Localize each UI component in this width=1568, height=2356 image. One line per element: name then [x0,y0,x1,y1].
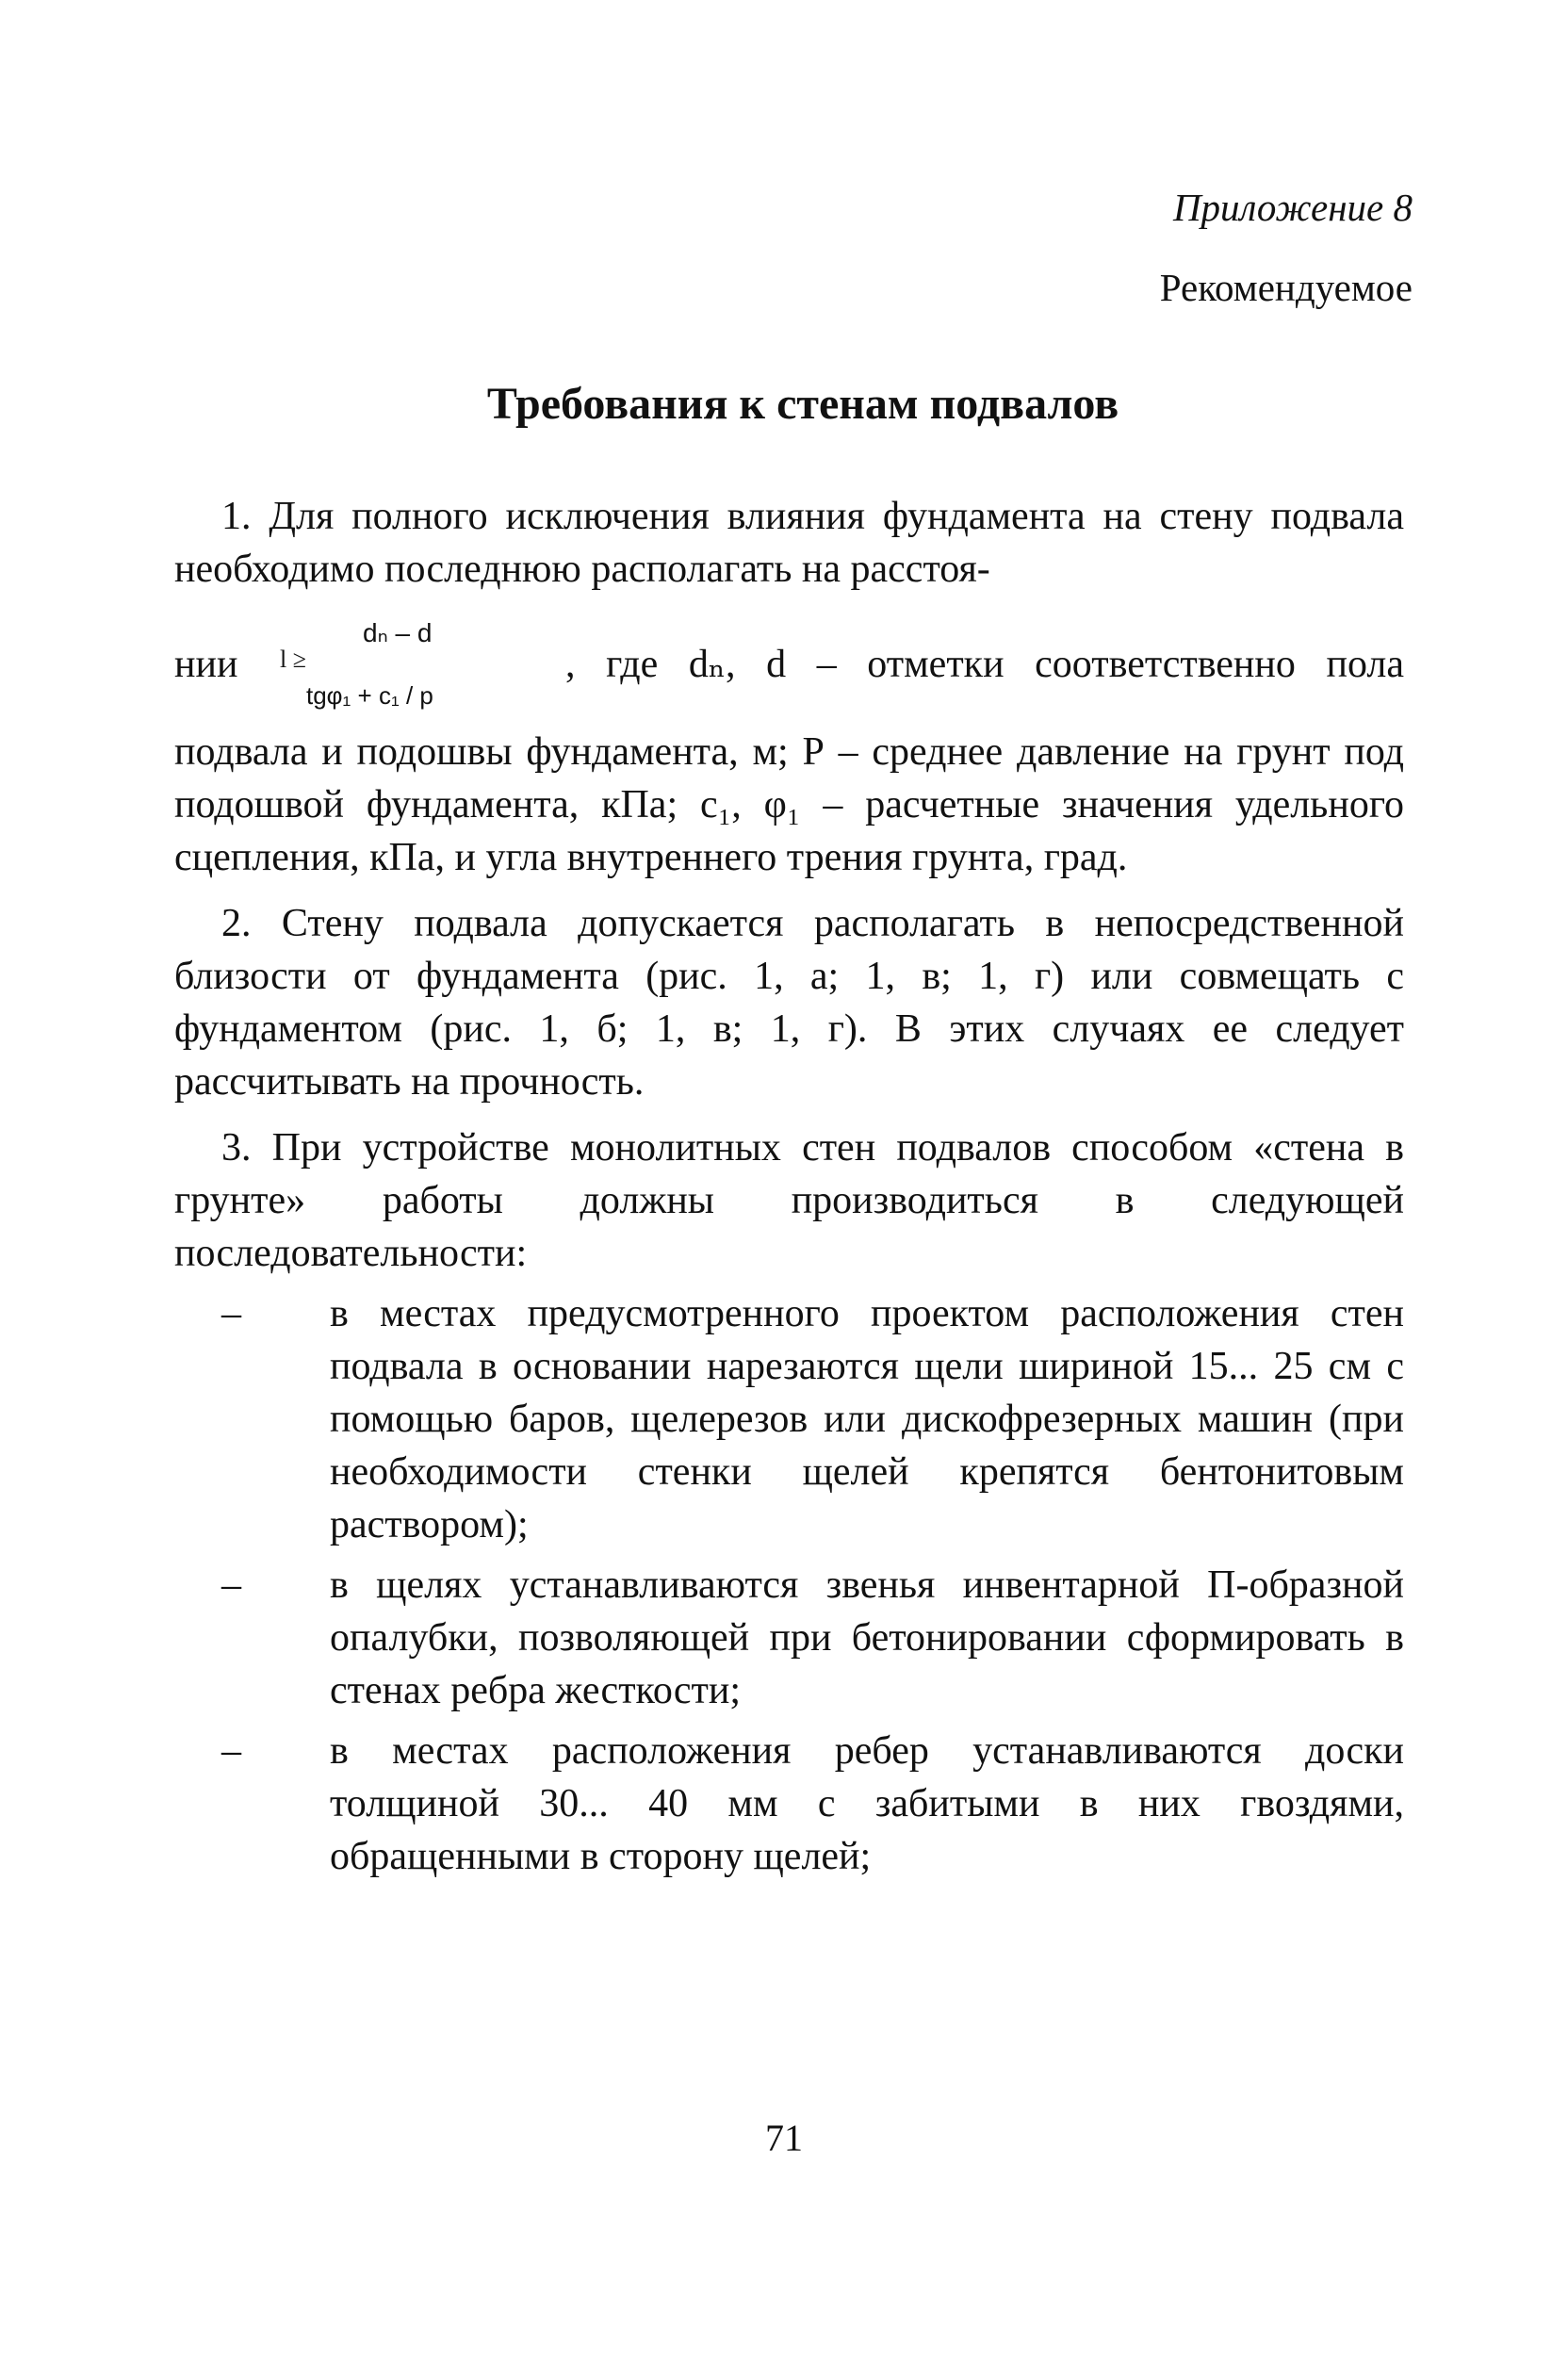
list-item [174,1559,1404,1717]
dash-marker: – [221,1729,241,1773]
formula-denominator: tgφ₁ + c₁ / p [306,681,433,710]
paragraph-2: 2. Стену подвала допускается располагать в непосредственной близости от фундамента (рис. 1, а; 1, в; 1, г) или совмещать с фундаментом (рис. 1, б; 1, в; 1, г). В этих случаях ее следует рассчитывать на прочность. [174,902,1404,1104]
page-title: Требования к стенам подвалов [486,379,1119,429]
paragraph-3: 3. При устройстве монолитных стен подвалов способом «стена в грунте» работы должны производиться в следующей последовательности: [174,1126,1404,1275]
appendix-label: Приложение 8 [1172,186,1413,229]
list-item-text: в местах предусмотренного проектом расположения стен подвала в основании нарезаются щели шириной 15... 25 см с помощью баров, щелерезов или дискофрезерных машин (при необходимости стенки щелей крепятся бентонитовым раствором); [330,1292,1404,1546]
formula-suffix: , где dₙ, d – отметки соответственно пола [565,643,1404,686]
list-item-text: в щелях устанавливаются звенья инвентарной П-образной опалубки, позволяющей при бетонировании сформировать в стенах ребра жесткости; [330,1563,1404,1712]
list-item [174,1725,1404,1883]
formula-numerator: dₙ – d [363,618,433,647]
recommended-label: Рекомендуемое [1159,266,1413,309]
dash-list [174,1287,1404,1883]
formula-prefix: нии [174,643,238,686]
page-number: 71 [765,2117,803,2159]
formula-inequality: l ≥ [280,646,306,673]
dash-marker: – [221,1292,241,1335]
list-item-text: в местах расположения ребер устанавливаются доски толщиной 30... 40 мм с забитыми в них гвоздями, обращенными в сторону щелей; [330,1729,1404,1878]
main-text [174,490,1404,1883]
dash-marker: – [221,1563,241,1607]
formula-line [174,596,1404,709]
paragraph-1-continuation: подвала и подошвы фундамента, м; Р – среднее давление на грунт под подошвой фундамента, кПа; c₁, φ₁ – расчетные значения удельного сцепления, кПа, и угла внутреннего трения грунта, град. [174,730,1404,879]
list-item [174,1287,1404,1551]
paragraph-1-intro: 1. Для полного исключения влияния фундамента на стену подвала необходимо последнюю располагать на расстоя- [174,495,1404,591]
